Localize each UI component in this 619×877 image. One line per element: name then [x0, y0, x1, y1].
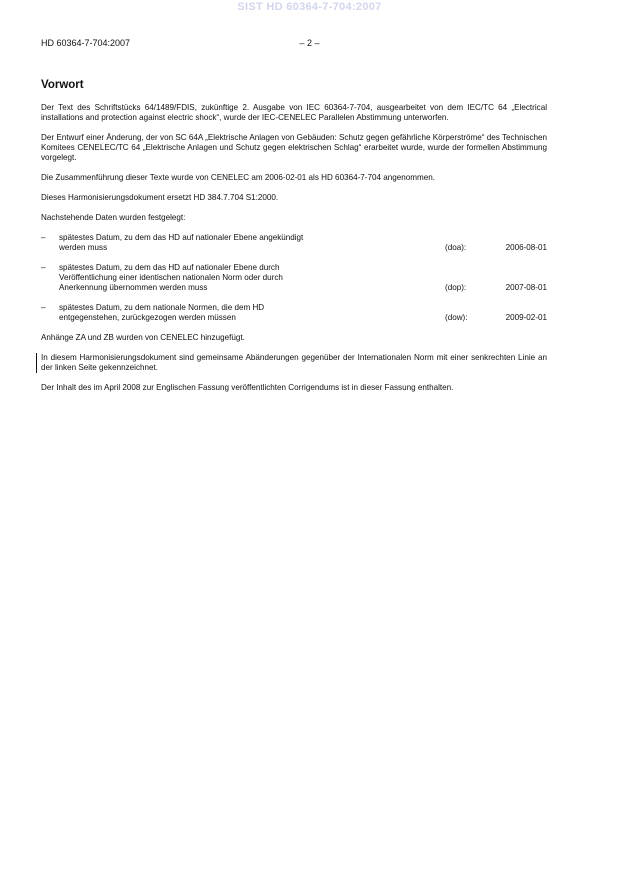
paragraph-corrigendum: Der Inhalt des im April 2008 zur Englischen Fassung veröffentlichten Corrigendums ist in dieser Fassung enthalten.	[41, 383, 454, 392]
list-dash: –	[41, 233, 46, 242]
watermark: SIST HD 60364-7-704:2007	[237, 1, 382, 13]
paragraph-common-modifications	[41, 353, 547, 373]
list-dash: –	[41, 263, 46, 272]
section-title: Vorwort	[41, 79, 84, 91]
dates-list	[41, 233, 547, 323]
date-description: spätestes Datum, zu dem das HD auf nationaler Ebene angekündigt werden muss	[59, 233, 304, 252]
paragraph-fdis: Der Text des Schriftstücks 64/1489/FDIS, zukünftige 2. Ausgabe von IEC 60364-7-704, ausgearbeitet von dem IEC/TC 64 „Electrical installations and protection against electric shock“, wurde der IEC-CENELEC Parallelen Abstimmung unterworfen.	[41, 103, 547, 122]
date-item-doa	[41, 233, 547, 253]
change-bar	[36, 353, 37, 373]
date-value: 2007-08-01	[505, 283, 547, 292]
date-code: (dow):	[445, 313, 468, 322]
date-item-dow	[41, 303, 547, 323]
paragraph-approval: Die Zusammenführung dieser Texte wurde von CENELEC am 2006-02-01 als HD 60364-7-704 angenommen.	[41, 173, 435, 182]
paragraph-common-modifications-text: In diesem Harmonisierungsdokument sind gemeinsame Abänderungen gegenüber der Internationalen Norm mit einer senkrechten Linie an der linken Seite gekennzeichnet.	[41, 353, 547, 372]
header-page-number: – 2 –	[299, 38, 320, 48]
date-description: spätestes Datum, zu dem das HD auf nationaler Ebene durch Veröffentlichung einer identischen nationalen Norm oder durch Anerkennung übernommen werden muss	[59, 263, 283, 292]
paragraph-supersedes: Dieses Harmonisierungsdokument ersetzt HD 384.7.704 S1:2000.	[41, 193, 279, 202]
date-description: spätestes Datum, zu dem nationale Normen, die dem HD entgegenstehen, zurückgezogen werden müssen	[59, 303, 265, 322]
date-value: 2009-02-01	[505, 313, 547, 322]
paragraph-annexes: Anhänge ZA und ZB wurden von CENELEC hinzugefügt.	[41, 333, 245, 342]
date-code: (dop):	[445, 283, 467, 292]
date-code: (doa):	[445, 243, 467, 252]
list-dash: –	[41, 303, 46, 312]
date-value: 2006-08-01	[505, 243, 547, 252]
header-doc-id: HD 60364-7-704:2007	[41, 38, 131, 48]
document-body	[41, 78, 547, 403]
paragraph-dates-intro: Nachstehende Daten wurden festgelegt:	[41, 213, 186, 222]
date-item-dop	[41, 263, 547, 293]
paragraph-draft-amendment: Der Entwurf einer Änderung, der von SC 64A „Elektrische Anlagen von Gebäuden: Schutz gegen gefährliche Körperströme“ des Technischen Komitees CENELEC/TC 64 „Elektrische Anlagen und Schutz gegen elektrischen Schlag“ erarbeitet wurde, wurde der formellen Abstimmung vorgelegt.	[41, 133, 547, 162]
